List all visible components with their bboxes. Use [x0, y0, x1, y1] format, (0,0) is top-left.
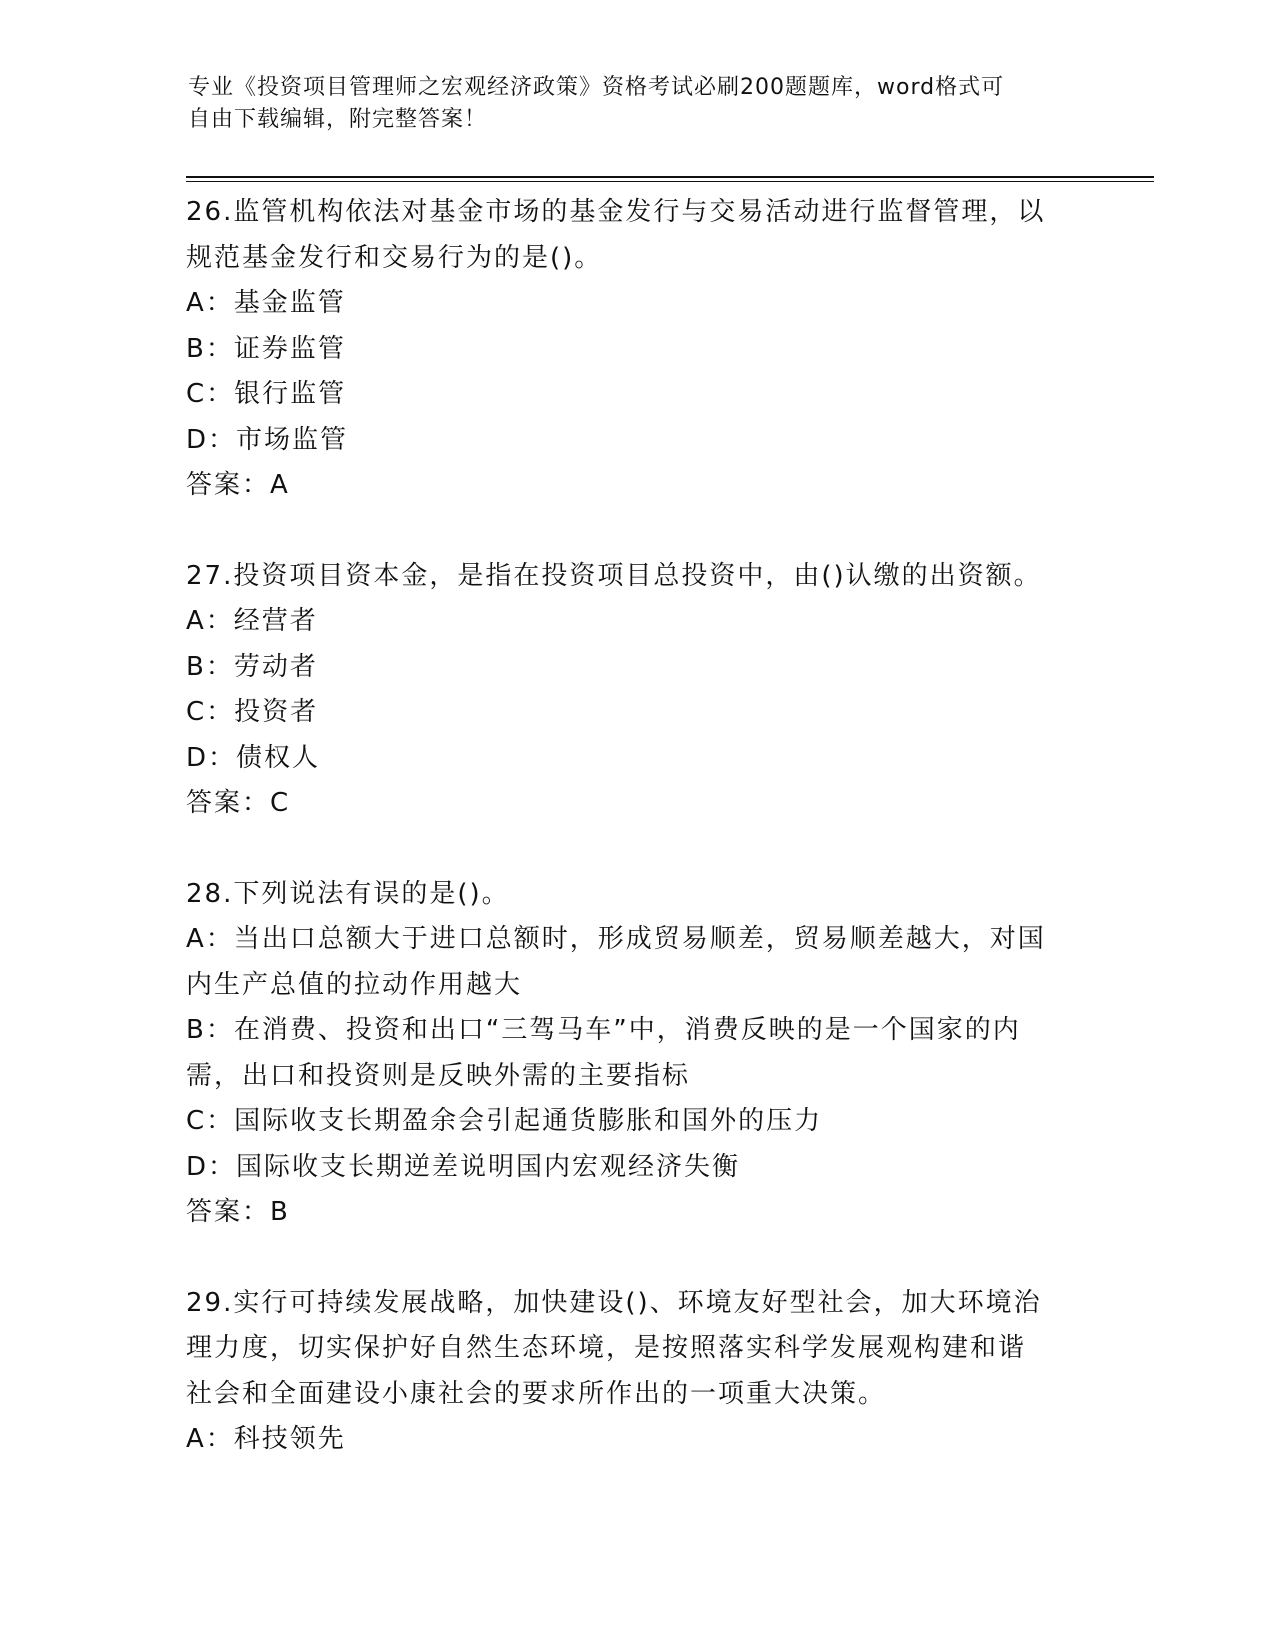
question-stem-line: 26.监管机构依法对基金市场的基金发行与交易活动进行监督管理，以: [186, 197, 1046, 227]
header-divider: [186, 176, 1154, 182]
option-line: A：当出口总额大于进口总额时，形成贸易顺差，贸易顺差越大，对国: [186, 924, 1046, 954]
header-line-2: 自由下载编辑，附完整答案！: [188, 107, 488, 132]
question-block: [186, 872, 1146, 1236]
header-line-1: 专业《投资项目管理师之宏观经济政策》资格考试必刷200题题库，word格式可: [188, 75, 1005, 100]
option-line: 需，出口和投资则是反映外需的主要指标: [186, 1060, 691, 1091]
option-line: C：投资者: [186, 697, 319, 727]
question-block: [186, 190, 1146, 509]
question-stem-line: 理力度，切实保护好自然生态环境，是按照落实科学发展观构建和谐: [186, 1333, 1027, 1363]
option-line: A：基金监管: [186, 288, 346, 318]
option-line: A：经营者: [186, 606, 318, 636]
question-stem-line: 27.投资项目资本金，是指在投资项目总投资中，由()认缴的出资额。: [186, 560, 1042, 591]
option-line: B：证券监管: [186, 333, 346, 364]
question-list: [186, 190, 1146, 1463]
option-line: B：在消费、投资和出口“三驾马车”中，消费反映的是一个国家的内: [186, 1015, 1021, 1045]
option-line: B：劳动者: [186, 651, 318, 682]
option-line: D：国际收支长期逆差说明国内宏观经济失衡: [186, 1151, 741, 1182]
question-stem-line: 规范基金发行和交易行为的是()。: [186, 242, 603, 273]
option-line: 内生产总值的拉动作用越大: [186, 969, 523, 1000]
option-line: A：科技领先: [186, 1424, 346, 1454]
question-stem-line: 社会和全面建设小康社会的要求所作出的一项重大决策。: [186, 1378, 887, 1409]
answer-line: 答案：B: [186, 1197, 290, 1227]
answer-line: 答案：A: [186, 470, 290, 500]
answer-line: 答案：C: [186, 788, 291, 818]
question-block: [186, 1281, 1146, 1463]
document-header: [188, 72, 1068, 136]
option-line: C：银行监管: [186, 379, 347, 409]
question-stem-line: 28.下列说法有误的是()。: [186, 878, 510, 909]
option-line: C：国际收支长期盈余会引起通货膨胀和国外的压力: [186, 1106, 823, 1136]
question-block: [186, 554, 1146, 827]
option-line: D：市场监管: [186, 424, 349, 455]
option-line: D：债权人: [186, 742, 321, 773]
question-stem-line: 29.实行可持续发展战略，加快建设()、环境友好型社会，加大环境治: [186, 1287, 1042, 1318]
